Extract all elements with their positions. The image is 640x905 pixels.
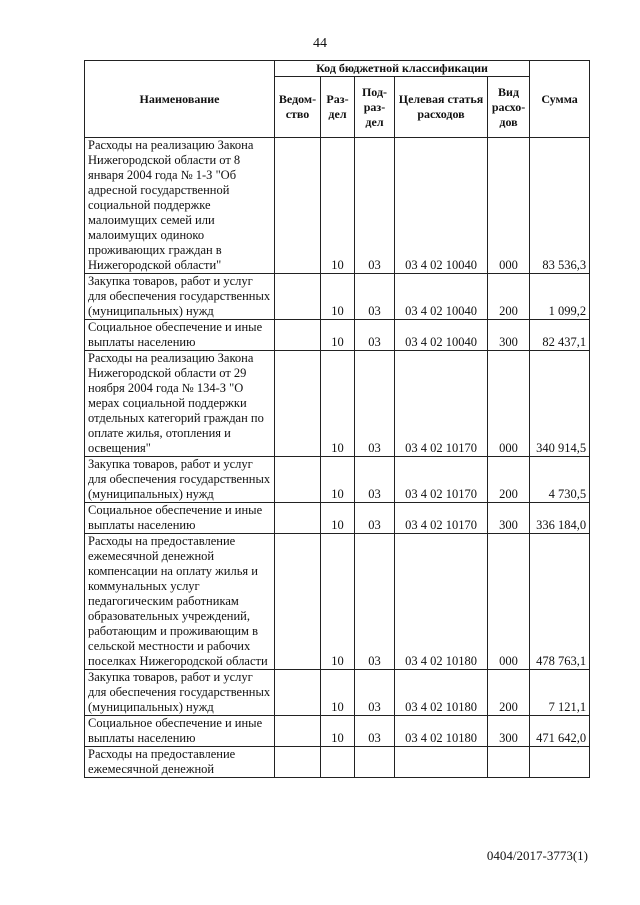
table-row [85, 503, 590, 534]
row-podrazdel [355, 747, 395, 778]
row-name: Расходы на предоставление ежемесячной денежной [85, 747, 275, 778]
row-sum: 1 099,2 [530, 274, 590, 320]
budget-table [84, 60, 590, 778]
table-row [85, 747, 590, 778]
row-podrazdel: 03 [355, 138, 395, 274]
row-name: Расходы на реализацию Закона Нижегородской области от 29 ноября 2004 года № 134-З "О мерах социальной поддержки отдельных категорий граждан по оплате жилья, отопления и освещения" [85, 351, 275, 457]
row-podrazdel: 03 [355, 274, 395, 320]
row-sum: 83 536,3 [530, 138, 590, 274]
row-vedomstvo [275, 274, 321, 320]
row-razdel: 10 [321, 274, 355, 320]
row-sum: 7 121,1 [530, 670, 590, 716]
row-razdel: 10 [321, 457, 355, 503]
row-sum: 340 914,5 [530, 351, 590, 457]
row-vedomstvo [275, 747, 321, 778]
row-vid-rashodov: 200 [488, 457, 530, 503]
table-row [85, 716, 590, 747]
header-name: Наименование [85, 61, 275, 138]
header-kbk: Код бюджетной классификации [275, 61, 530, 77]
table-row [85, 457, 590, 503]
table-row [85, 351, 590, 457]
row-sum: 4 730,5 [530, 457, 590, 503]
row-name: Закупка товаров, работ и услуг для обеспечения государственных (муниципальных) нужд [85, 457, 275, 503]
row-celevaya-statya: 03 4 02 10040 [395, 274, 488, 320]
row-vid-rashodov: 000 [488, 351, 530, 457]
row-name: Расходы на реализацию Закона Нижегородской области от 8 января 2004 года № 1-З "Об адресной государственной социальной поддержке малоимущих семей или малоимущих одиноко проживающих граждан в Нижегородской области" [85, 138, 275, 274]
header-vid-rashodov: Вид расхо-дов [488, 77, 530, 138]
row-razdel: 10 [321, 534, 355, 670]
row-celevaya-statya: 03 4 02 10170 [395, 503, 488, 534]
table-row [85, 138, 590, 274]
row-podrazdel: 03 [355, 457, 395, 503]
row-sum: 478 763,1 [530, 534, 590, 670]
row-celevaya-statya: 03 4 02 10180 [395, 670, 488, 716]
row-vedomstvo [275, 503, 321, 534]
row-vedomstvo [275, 457, 321, 503]
row-sum [530, 747, 590, 778]
row-celevaya-statya: 03 4 02 10180 [395, 534, 488, 670]
row-sum: 82 437,1 [530, 320, 590, 351]
row-razdel: 10 [321, 351, 355, 457]
row-name: Закупка товаров, работ и услуг для обеспечения государственных (муниципальных) нужд [85, 274, 275, 320]
row-name: Социальное обеспечение и иные выплаты населению [85, 503, 275, 534]
row-vid-rashodov: 000 [488, 138, 530, 274]
row-name: Социальное обеспечение и иные выплаты населению [85, 716, 275, 747]
row-vid-rashodov: 300 [488, 503, 530, 534]
row-vedomstvo [275, 716, 321, 747]
row-razdel: 10 [321, 320, 355, 351]
table-body [85, 138, 590, 778]
row-vid-rashodov: 200 [488, 274, 530, 320]
row-razdel: 10 [321, 716, 355, 747]
row-podrazdel: 03 [355, 351, 395, 457]
table-row [85, 534, 590, 670]
row-sum: 471 642,0 [530, 716, 590, 747]
row-vedomstvo [275, 534, 321, 670]
header-sum: Сумма [530, 61, 590, 138]
row-vid-rashodov [488, 747, 530, 778]
row-razdel: 10 [321, 670, 355, 716]
row-razdel [321, 747, 355, 778]
row-celevaya-statya: 03 4 02 10170 [395, 457, 488, 503]
row-razdel: 10 [321, 503, 355, 534]
header-vedomstvo: Ведом-ство [275, 77, 321, 138]
document-code: 0404/2017-3773(1) [486, 848, 588, 863]
table-header [85, 61, 590, 138]
row-razdel: 10 [321, 138, 355, 274]
row-vid-rashodov: 000 [488, 534, 530, 670]
row-celevaya-statya: 03 4 02 10040 [395, 320, 488, 351]
header-razdel: Раз-дел [321, 77, 355, 138]
header-celevaya-statya: Целевая статья расходов [395, 77, 488, 138]
row-sum: 336 184,0 [530, 503, 590, 534]
row-vid-rashodov: 200 [488, 670, 530, 716]
row-name: Закупка товаров, работ и услуг для обеспечения государственных (муниципальных) нужд [85, 670, 275, 716]
row-podrazdel: 03 [355, 503, 395, 534]
row-vedomstvo [275, 320, 321, 351]
table-row [85, 274, 590, 320]
row-name: Социальное обеспечение и иные выплаты населению [85, 320, 275, 351]
row-podrazdel: 03 [355, 670, 395, 716]
row-vedomstvo [275, 138, 321, 274]
row-vedomstvo [275, 670, 321, 716]
row-vid-rashodov: 300 [488, 716, 530, 747]
row-vedomstvo [275, 351, 321, 457]
table-row [85, 320, 590, 351]
row-vid-rashodov: 300 [488, 320, 530, 351]
row-celevaya-statya: 03 4 02 10170 [395, 351, 488, 457]
row-celevaya-statya [395, 747, 488, 778]
row-name: Расходы на предоставление ежемесячной денежной компенсации на оплату жилья и коммунальных услуг педагогическим работникам образовательных учреждений, работающим и проживающим в сельской местности и рабочих поселках Нижегородской области [85, 534, 275, 670]
row-podrazdel: 03 [355, 320, 395, 351]
row-celevaya-statya: 03 4 02 10180 [395, 716, 488, 747]
header-podrazdel: Под-раз-дел [355, 77, 395, 138]
page-number: 44 [313, 36, 327, 51]
row-podrazdel: 03 [355, 534, 395, 670]
row-celevaya-statya: 03 4 02 10040 [395, 138, 488, 274]
table-row [85, 670, 590, 716]
row-podrazdel: 03 [355, 716, 395, 747]
